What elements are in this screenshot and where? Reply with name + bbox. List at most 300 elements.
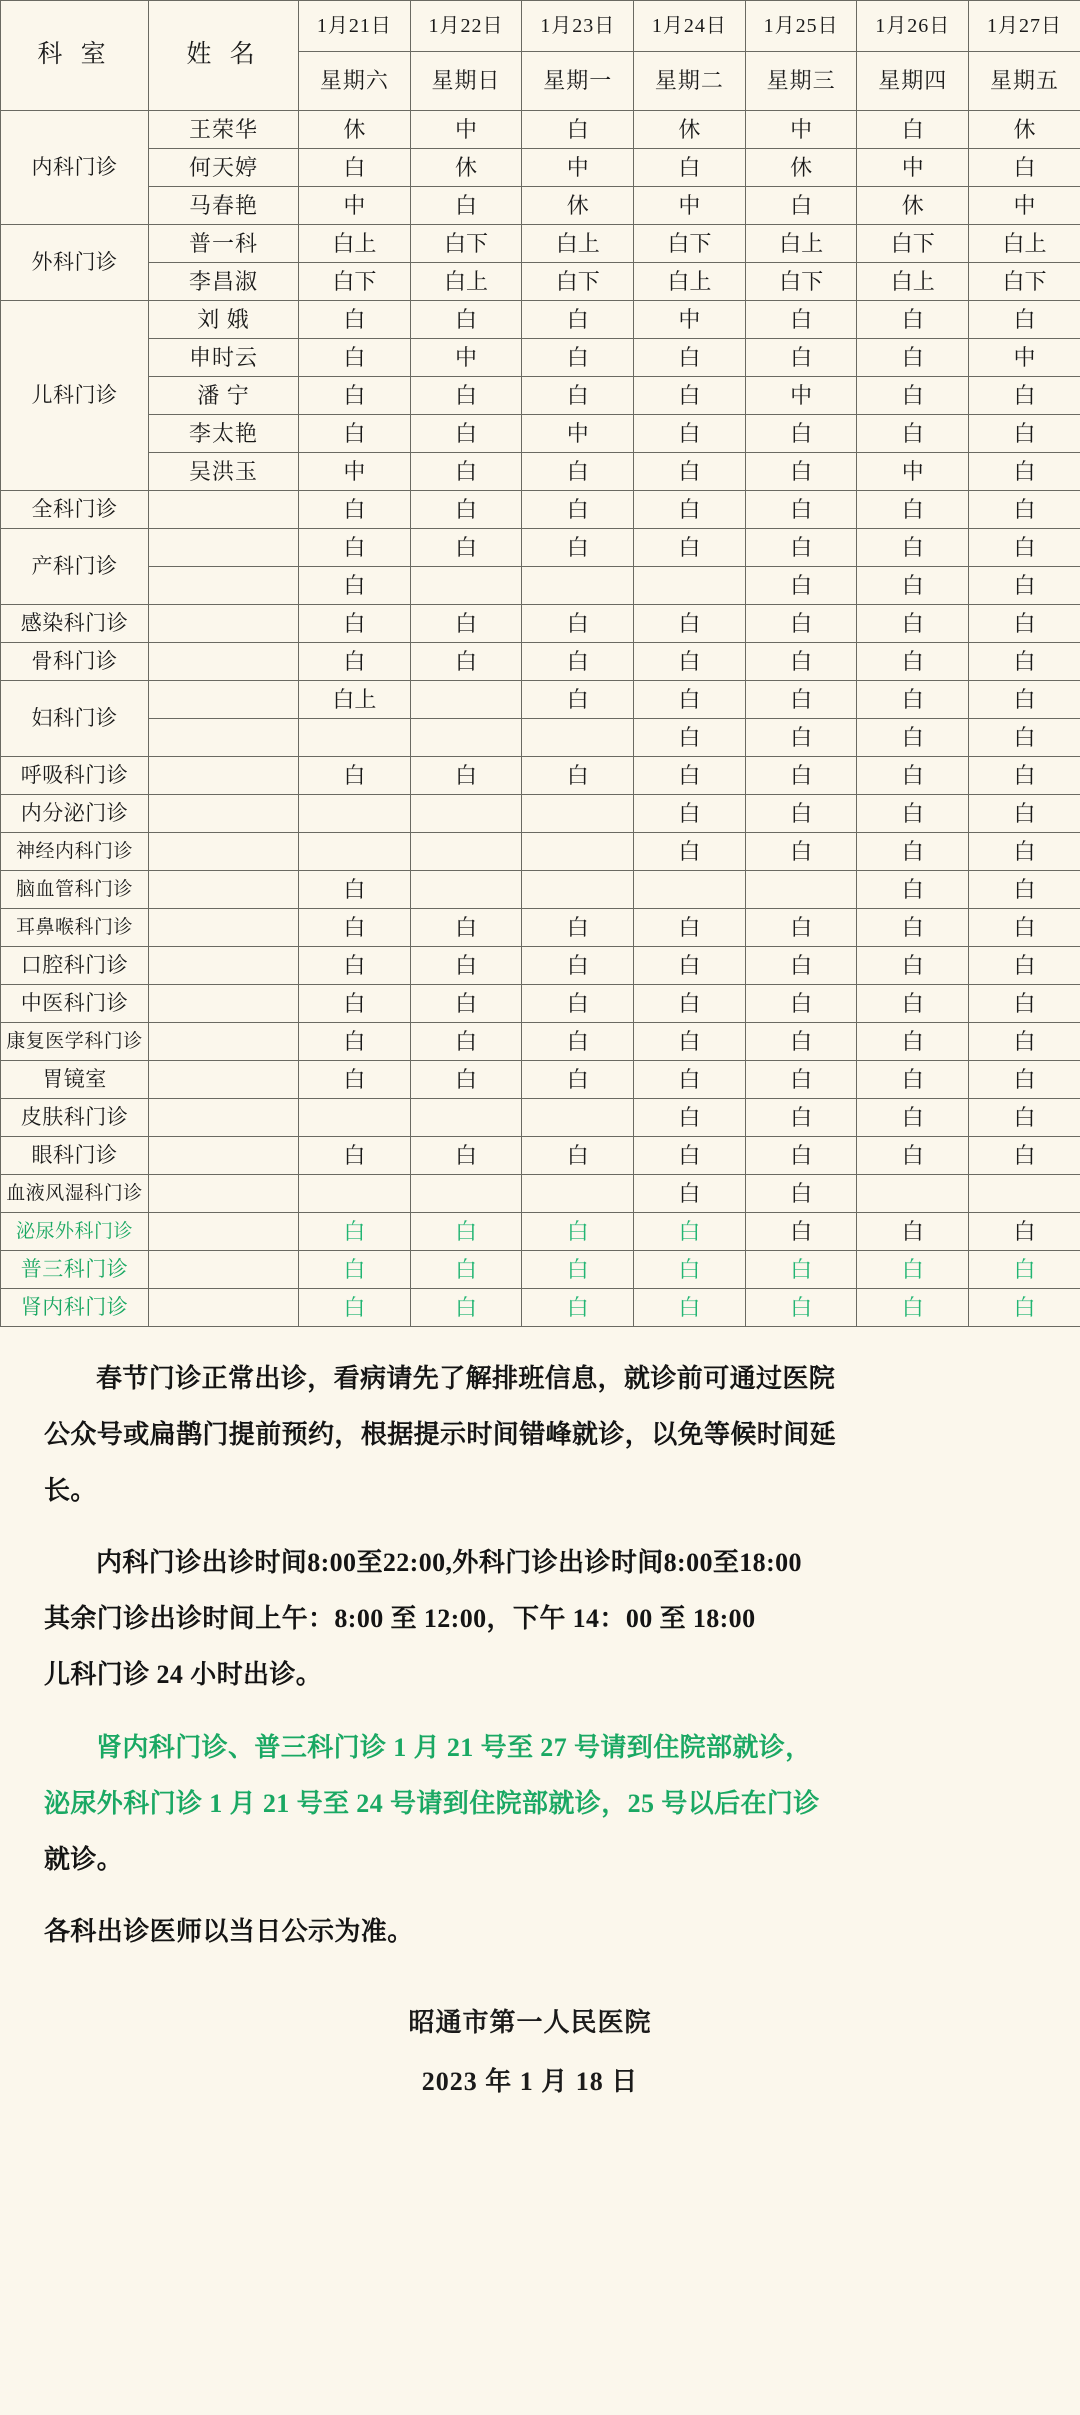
shift-cell: [522, 795, 634, 833]
shift-cell: 白: [634, 1061, 746, 1099]
table-row: [1, 795, 1080, 833]
table-row: [1, 567, 1080, 605]
shift-cell: 中: [634, 301, 746, 339]
note-line: 春节门诊正常出诊，看病请先了解排班信息，就诊前可通过医院: [96, 1364, 836, 1393]
empty-name-cell: [149, 757, 299, 795]
shift-cell: 白: [969, 1251, 1080, 1289]
empty-name-cell: [149, 1213, 299, 1251]
shift-cell: 白: [634, 795, 746, 833]
shift-cell: 中: [522, 149, 634, 187]
shift-cell: 白: [857, 643, 969, 681]
shift-cell: 白: [410, 453, 522, 491]
shift-cell: 白: [969, 453, 1080, 491]
table-row: [1, 1023, 1080, 1061]
signature-block: [0, 2002, 1080, 2098]
shift-cell: 白: [745, 529, 857, 567]
shift-cell: 白: [299, 947, 411, 985]
shift-cell: 白: [634, 415, 746, 453]
shift-cell: 白: [745, 833, 857, 871]
department-cell: 外科门诊: [1, 225, 149, 301]
shift-cell: 白: [857, 111, 969, 149]
shift-cell: 白: [299, 301, 411, 339]
shift-cell: 白: [745, 947, 857, 985]
empty-name-cell: [149, 605, 299, 643]
shift-cell: 白: [634, 149, 746, 187]
department-cell: 皮肤科门诊: [1, 1099, 149, 1137]
shift-cell: 白上: [522, 225, 634, 263]
shift-cell: 白: [299, 1213, 411, 1251]
department-cell: 妇科门诊: [1, 681, 149, 757]
empty-name-cell: [149, 1099, 299, 1137]
table-row: [1, 491, 1080, 529]
shift-cell: 白: [299, 1061, 411, 1099]
shift-cell: 中: [634, 187, 746, 225]
shift-cell: 休: [522, 187, 634, 225]
shift-cell: 白: [857, 985, 969, 1023]
note-spacer: [44, 1523, 1036, 1539]
empty-name-cell: [149, 947, 299, 985]
shift-cell: 休: [410, 149, 522, 187]
header-date-0: 1月21日: [299, 1, 411, 52]
shift-cell: 中: [857, 149, 969, 187]
shift-cell: 白上: [299, 681, 411, 719]
header-date-3: 1月24日: [634, 1, 746, 52]
shift-cell: 白: [410, 415, 522, 453]
shift-cell: 中: [745, 377, 857, 415]
empty-name-cell: [149, 681, 299, 719]
shift-cell: 白: [522, 605, 634, 643]
shift-cell: 白: [299, 1137, 411, 1175]
shift-cell: 白: [299, 491, 411, 529]
shift-cell: 白: [299, 1251, 411, 1289]
shift-cell: 白上: [299, 225, 411, 263]
shift-cell: 白: [410, 491, 522, 529]
shift-cell: [522, 1175, 634, 1213]
shift-cell: 白: [634, 605, 746, 643]
shift-cell: 白: [745, 1099, 857, 1137]
shift-cell: 白: [410, 529, 522, 567]
shift-cell: 白: [745, 415, 857, 453]
shift-cell: [410, 567, 522, 605]
shift-cell: 白: [410, 377, 522, 415]
shift-cell: 白: [857, 1061, 969, 1099]
table-row: [1, 263, 1080, 301]
shift-cell: 白: [634, 1213, 746, 1251]
doctor-name-cell: 普一科: [149, 225, 299, 263]
doctor-name-cell: 刘 娥: [149, 301, 299, 339]
shift-cell: [522, 871, 634, 909]
shift-cell: 白: [634, 491, 746, 529]
shift-cell: 中: [969, 339, 1080, 377]
doctor-name-cell: 申时云: [149, 339, 299, 377]
shift-cell: 白: [745, 681, 857, 719]
shift-cell: 白: [745, 187, 857, 225]
shift-cell: 白: [857, 947, 969, 985]
shift-cell: 白: [634, 833, 746, 871]
shift-cell: 白: [969, 567, 1080, 605]
shift-cell: [299, 833, 411, 871]
shift-cell: 白: [969, 909, 1080, 947]
header-department: 科 室: [1, 1, 149, 111]
doctor-name-cell: 王荣华: [149, 111, 299, 149]
shift-cell: 中: [745, 111, 857, 149]
table-row: [1, 643, 1080, 681]
note-line: 长。: [44, 1476, 97, 1506]
shift-cell: 白: [745, 909, 857, 947]
department-cell: 感染科门诊: [1, 605, 149, 643]
shift-cell: 白: [522, 453, 634, 491]
shift-cell: 白: [969, 1213, 1080, 1251]
table-header: [1, 1, 1080, 111]
shift-cell: 白: [634, 1175, 746, 1213]
shift-cell: [522, 1099, 634, 1137]
header-name: 姓 名: [149, 1, 299, 111]
shift-cell: [745, 871, 857, 909]
shift-cell: 白: [745, 453, 857, 491]
note-line: 泌尿外科门诊 1 月 21 号至 24 号请到住院部就诊，25 号以后在门诊: [44, 1788, 820, 1818]
shift-cell: 白: [410, 757, 522, 795]
shift-cell: [410, 795, 522, 833]
note-line: 公众号或扁鹊门提前预约，根据提示时间错峰就诊，以免等候时间延: [44, 1420, 837, 1450]
note-spacer: [44, 1708, 1036, 1724]
shift-cell: 白: [969, 985, 1080, 1023]
header-date-2: 1月23日: [522, 1, 634, 52]
shift-cell: 白: [969, 871, 1080, 909]
shift-cell: 白: [745, 719, 857, 757]
table-row: [1, 225, 1080, 263]
table-row: [1, 1213, 1080, 1251]
shift-cell: 白: [634, 1289, 746, 1327]
shift-cell: 白: [745, 985, 857, 1023]
shift-cell: 中: [410, 111, 522, 149]
shift-cell: 白: [969, 1137, 1080, 1175]
header-weekday-0: 星期六: [299, 52, 411, 111]
shift-cell: [522, 719, 634, 757]
empty-name-cell: [149, 643, 299, 681]
shift-cell: 白: [857, 909, 969, 947]
shift-cell: 白: [410, 301, 522, 339]
shift-cell: 白: [522, 1061, 634, 1099]
shift-cell: 白: [522, 909, 634, 947]
header-weekday-5: 星期四: [857, 52, 969, 111]
shift-cell: [522, 567, 634, 605]
doctor-name-cell: 李昌淑: [149, 263, 299, 301]
header-row-dates: [1, 1, 1080, 52]
shift-cell: 白下: [410, 225, 522, 263]
shift-cell: 白: [745, 567, 857, 605]
table-row: [1, 985, 1080, 1023]
table-row: [1, 1175, 1080, 1213]
shift-cell: 白: [857, 415, 969, 453]
shift-cell: 白: [299, 757, 411, 795]
shift-cell: 白: [522, 1213, 634, 1251]
table-row: [1, 339, 1080, 377]
shift-cell: 白: [634, 377, 746, 415]
empty-name-cell: [149, 871, 299, 909]
signature-date: 2023 年 1 月 18 日: [421, 2066, 639, 2096]
shift-cell: 白: [299, 1289, 411, 1327]
department-cell: 产科门诊: [1, 529, 149, 605]
shift-cell: 休: [969, 111, 1080, 149]
department-cell: 骨科门诊: [1, 643, 149, 681]
shift-cell: 白上: [857, 263, 969, 301]
shift-cell: 白: [857, 1023, 969, 1061]
shift-cell: 白: [410, 1061, 522, 1099]
shift-cell: 白: [969, 643, 1080, 681]
shift-cell: 中: [299, 187, 411, 225]
empty-name-cell: [149, 529, 299, 567]
shift-cell: 白: [410, 1289, 522, 1327]
shift-cell: 白: [969, 529, 1080, 567]
note-line: 内科门诊出诊时间8:00至22:00,外科门诊出诊时间8:00至18:00: [96, 1548, 802, 1578]
table-row: [1, 909, 1080, 947]
shift-cell: 白: [410, 947, 522, 985]
shift-cell: 白: [634, 985, 746, 1023]
note-line: 儿科门诊 24 小时出诊。: [44, 1660, 323, 1690]
shift-cell: 白: [857, 605, 969, 643]
shift-cell: 白: [969, 757, 1080, 795]
empty-name-cell: [149, 833, 299, 871]
shift-cell: 白: [857, 833, 969, 871]
shift-cell: 白: [410, 909, 522, 947]
shift-cell: 白: [969, 149, 1080, 187]
shift-cell: 白: [745, 795, 857, 833]
shift-cell: 白: [522, 643, 634, 681]
department-cell: 内分泌门诊: [1, 795, 149, 833]
shift-cell: 白: [410, 985, 522, 1023]
shift-cell: 白: [634, 909, 746, 947]
shift-cell: 白: [857, 1213, 969, 1251]
shift-cell: 白: [745, 339, 857, 377]
table-body: [1, 111, 1080, 1327]
shift-cell: 白: [410, 1023, 522, 1061]
shift-cell: 白: [299, 909, 411, 947]
shift-cell: 白: [634, 757, 746, 795]
table-row: [1, 187, 1080, 225]
shift-cell: 白上: [745, 225, 857, 263]
note-line: 其余门诊出诊时间上午：8:00 至 12:00，下午 14：00 至 18:00: [44, 1604, 756, 1634]
shift-cell: 白: [857, 719, 969, 757]
doctor-name-cell: 李太艳: [149, 415, 299, 453]
department-cell: 中医科门诊: [1, 985, 149, 1023]
hospital-name: 昭通市第一人民医院: [408, 2007, 652, 2037]
shift-cell: 白: [410, 643, 522, 681]
shift-cell: 白: [410, 1137, 522, 1175]
table-row: [1, 1099, 1080, 1137]
header-weekday-2: 星期一: [522, 52, 634, 111]
shift-cell: 白: [969, 833, 1080, 871]
department-cell: 眼科门诊: [1, 1137, 149, 1175]
empty-name-cell: [149, 985, 299, 1023]
shift-cell: [410, 833, 522, 871]
shift-cell: 白: [969, 301, 1080, 339]
doctor-name-cell: 马春艳: [149, 187, 299, 225]
empty-name-cell: [149, 1251, 299, 1289]
shift-cell: 中: [522, 415, 634, 453]
shift-cell: 白: [410, 605, 522, 643]
shift-cell: 白: [745, 1023, 857, 1061]
shift-cell: 白: [299, 149, 411, 187]
shift-cell: 白下: [745, 263, 857, 301]
shift-cell: 白: [634, 1137, 746, 1175]
shift-cell: 白: [857, 1289, 969, 1327]
shift-cell: [299, 1175, 411, 1213]
shift-cell: [634, 567, 746, 605]
empty-name-cell: [149, 567, 299, 605]
shift-cell: 白: [857, 871, 969, 909]
table-row: [1, 947, 1080, 985]
empty-name-cell: [149, 1061, 299, 1099]
notes-section: [0, 1327, 1080, 1956]
shift-cell: 白: [299, 643, 411, 681]
shift-cell: 白: [857, 339, 969, 377]
shift-cell: [299, 719, 411, 757]
shift-cell: 白: [969, 1061, 1080, 1099]
doctor-name-cell: 吴洪玉: [149, 453, 299, 491]
shift-cell: 白: [299, 985, 411, 1023]
shift-cell: 白: [857, 301, 969, 339]
department-cell: 康复医学科门诊: [1, 1023, 149, 1061]
shift-cell: [634, 871, 746, 909]
shift-cell: 白: [969, 605, 1080, 643]
shift-cell: 白: [745, 605, 857, 643]
header-date-5: 1月26日: [857, 1, 969, 52]
department-cell: 神经内科门诊: [1, 833, 149, 871]
shift-cell: 白: [857, 681, 969, 719]
shift-cell: [410, 1175, 522, 1213]
table-row: [1, 681, 1080, 719]
shift-cell: 白: [410, 1213, 522, 1251]
header-weekday-4: 星期三: [745, 52, 857, 111]
department-cell: 呼吸科门诊: [1, 757, 149, 795]
shift-cell: 白: [299, 339, 411, 377]
shift-cell: 白: [299, 415, 411, 453]
shift-cell: [299, 1099, 411, 1137]
shift-cell: 白: [522, 757, 634, 795]
shift-cell: 白下: [969, 263, 1080, 301]
shift-cell: 白: [634, 339, 746, 377]
shift-cell: 中: [410, 339, 522, 377]
shift-cell: 白上: [634, 263, 746, 301]
shift-cell: 白: [857, 1099, 969, 1137]
shift-cell: 白: [857, 529, 969, 567]
table-row: [1, 529, 1080, 567]
shift-cell: 白下: [857, 225, 969, 263]
doctor-name-cell: 潘 宁: [149, 377, 299, 415]
shift-cell: 休: [745, 149, 857, 187]
shift-cell: 白: [745, 1061, 857, 1099]
shift-cell: 白: [969, 681, 1080, 719]
empty-name-cell: [149, 491, 299, 529]
table-row: [1, 1289, 1080, 1327]
shift-cell: 白: [634, 1023, 746, 1061]
shift-cell: 白: [299, 567, 411, 605]
shift-cell: 白上: [410, 263, 522, 301]
table-row: [1, 1251, 1080, 1289]
empty-name-cell: [149, 909, 299, 947]
empty-name-cell: [149, 1175, 299, 1213]
empty-name-cell: [149, 1023, 299, 1061]
department-cell: 儿科门诊: [1, 301, 149, 491]
empty-name-cell: [149, 1137, 299, 1175]
shift-cell: 白下: [522, 263, 634, 301]
header-weekday-1: 星期日: [410, 52, 522, 111]
table-row: [1, 301, 1080, 339]
shift-cell: 白: [969, 1023, 1080, 1061]
shift-cell: 白: [522, 1289, 634, 1327]
shift-cell: 白: [522, 947, 634, 985]
table-row: [1, 377, 1080, 415]
shift-cell: 白: [857, 795, 969, 833]
table-row: [1, 833, 1080, 871]
shift-cell: 白: [634, 681, 746, 719]
header-date-6: 1月27日: [969, 1, 1080, 52]
shift-cell: 休: [299, 111, 411, 149]
shift-cell: 白: [410, 1251, 522, 1289]
header-date-4: 1月25日: [745, 1, 857, 52]
shift-cell: 中: [969, 187, 1080, 225]
table-row: [1, 605, 1080, 643]
shift-cell: 白下: [299, 263, 411, 301]
note-spacer: [44, 1892, 1036, 1908]
shift-cell: [410, 871, 522, 909]
shift-cell: 白: [634, 947, 746, 985]
department-cell: 泌尿外科门诊: [1, 1213, 149, 1251]
empty-name-cell: [149, 795, 299, 833]
empty-name-cell: [149, 1289, 299, 1327]
table-row: [1, 1061, 1080, 1099]
shift-cell: 白: [969, 415, 1080, 453]
department-cell: 胃镜室: [1, 1061, 149, 1099]
shift-cell: 白: [745, 301, 857, 339]
department-cell: 脑血管科门诊: [1, 871, 149, 909]
department-cell: 全科门诊: [1, 491, 149, 529]
shift-cell: 白: [522, 1137, 634, 1175]
shift-cell: 白: [522, 377, 634, 415]
table-row: [1, 1137, 1080, 1175]
shift-cell: 休: [634, 111, 746, 149]
shift-cell: 白: [857, 567, 969, 605]
shift-cell: 白: [857, 1251, 969, 1289]
shift-cell: 白上: [969, 225, 1080, 263]
table-row: [1, 871, 1080, 909]
shift-cell: 白: [299, 529, 411, 567]
header-date-1: 1月22日: [410, 1, 522, 52]
shift-cell: [299, 795, 411, 833]
shift-cell: [410, 1099, 522, 1137]
shift-cell: 白: [745, 491, 857, 529]
shift-cell: 白: [634, 643, 746, 681]
table-row: [1, 111, 1080, 149]
shift-cell: 白: [857, 757, 969, 795]
shift-cell: 白: [969, 947, 1080, 985]
department-cell: 普三科门诊: [1, 1251, 149, 1289]
department-cell: 血液风湿科门诊: [1, 1175, 149, 1213]
header-weekday-6: 星期五: [969, 52, 1080, 111]
shift-cell: 白: [299, 1023, 411, 1061]
shift-cell: 白: [969, 719, 1080, 757]
shift-cell: 中: [299, 453, 411, 491]
note-line: 各科出诊医师以当日公示为准。: [44, 1916, 414, 1946]
shift-cell: 白: [634, 1099, 746, 1137]
table-row: [1, 757, 1080, 795]
shift-cell: 白: [522, 529, 634, 567]
shift-cell: 白: [522, 301, 634, 339]
shift-cell: 白: [969, 377, 1080, 415]
shift-cell: 白: [634, 529, 746, 567]
shift-cell: 白: [634, 1251, 746, 1289]
shift-cell: 白: [522, 339, 634, 377]
